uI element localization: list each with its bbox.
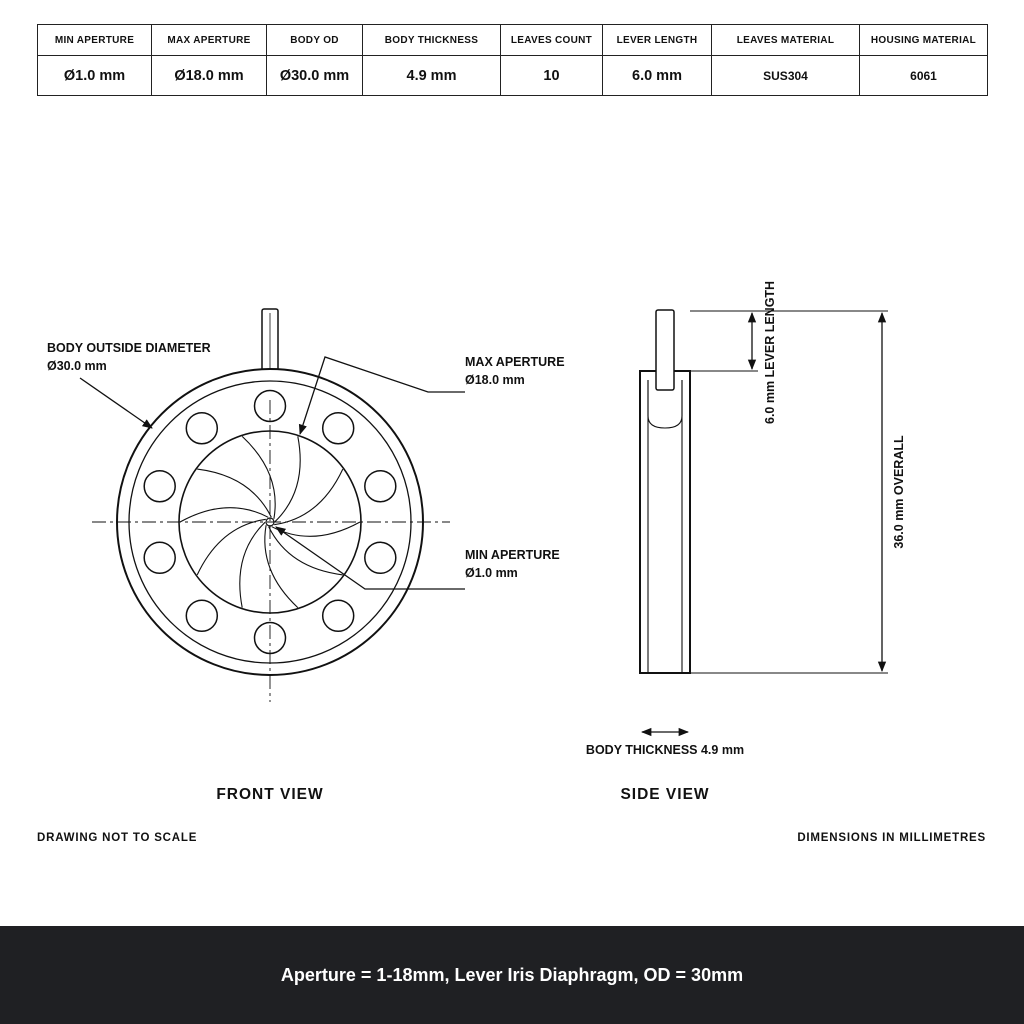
max-aperture-value: Ø18.0 mm xyxy=(465,373,525,387)
front-view xyxy=(47,309,565,803)
mounting-hole xyxy=(144,471,175,502)
body-od-leader xyxy=(80,378,152,428)
value-housing-material: 6061 xyxy=(860,56,988,96)
value-leaves-count: 10 xyxy=(501,56,603,96)
header-max-aperture: MAX APERTURE xyxy=(152,25,267,56)
min-aperture-label: MIN APERTURE xyxy=(465,548,560,562)
header-leaves-count: LEAVES COUNT xyxy=(501,25,603,56)
mounting-hole xyxy=(144,542,175,573)
side-lever-pin xyxy=(656,310,674,390)
value-min-aperture: Ø1.0 mm xyxy=(38,56,152,96)
value-max-aperture: Ø18.0 mm xyxy=(152,56,267,96)
lever-length-label: 6.0 mm LEVER LENGTH xyxy=(763,280,777,424)
max-aperture-label: MAX APERTURE xyxy=(465,355,565,369)
body-od-label: BODY OUTSIDE DIAMETER xyxy=(47,341,211,355)
min-aperture-value: Ø1.0 mm xyxy=(465,566,518,580)
header-body-thickness: BODY THICKNESS xyxy=(363,25,501,56)
front-view-title: FRONT VIEW xyxy=(216,786,324,803)
front-lever-pin xyxy=(262,309,278,373)
mounting-hole xyxy=(365,471,396,502)
overall-label: 36.0 mm OVERALL xyxy=(892,435,906,549)
body-od-value: Ø30.0 mm xyxy=(47,359,107,373)
value-leaves-material: SUS304 xyxy=(712,56,860,96)
thickness-label: BODY THICKNESS 4.9 mm xyxy=(585,743,745,757)
mounting-hole xyxy=(323,600,354,631)
value-lever-length: 6.0 mm xyxy=(603,56,712,96)
header-lever-length: LEVER LENGTH xyxy=(603,25,712,56)
note-not-to-scale: DRAWING NOT TO SCALE xyxy=(37,832,198,844)
footer-bar xyxy=(0,926,1024,1024)
value-body-thickness: 4.9 mm xyxy=(363,56,501,96)
note-units: DIMENSIONS IN MILLIMETRES xyxy=(797,832,986,844)
header-min-aperture: MIN APERTURE xyxy=(38,25,152,56)
side-view-title: SIDE VIEW xyxy=(620,786,710,803)
header-leaves-material: LEAVES MATERIAL xyxy=(712,25,860,56)
mounting-hole xyxy=(186,413,217,444)
mounting-hole xyxy=(365,542,396,573)
mounting-hole xyxy=(323,413,354,444)
footer-caption: Aperture = 1-18mm, Lever Iris Diaphragm, OD = 30mm xyxy=(280,964,744,985)
mounting-hole xyxy=(186,600,217,631)
side-body xyxy=(640,371,690,673)
side-view xyxy=(586,281,906,803)
value-body-od: Ø30.0 mm xyxy=(267,56,363,96)
header-body-od: BODY OD xyxy=(267,25,363,56)
header-housing-material: HOUSING MATERIAL xyxy=(860,25,988,56)
